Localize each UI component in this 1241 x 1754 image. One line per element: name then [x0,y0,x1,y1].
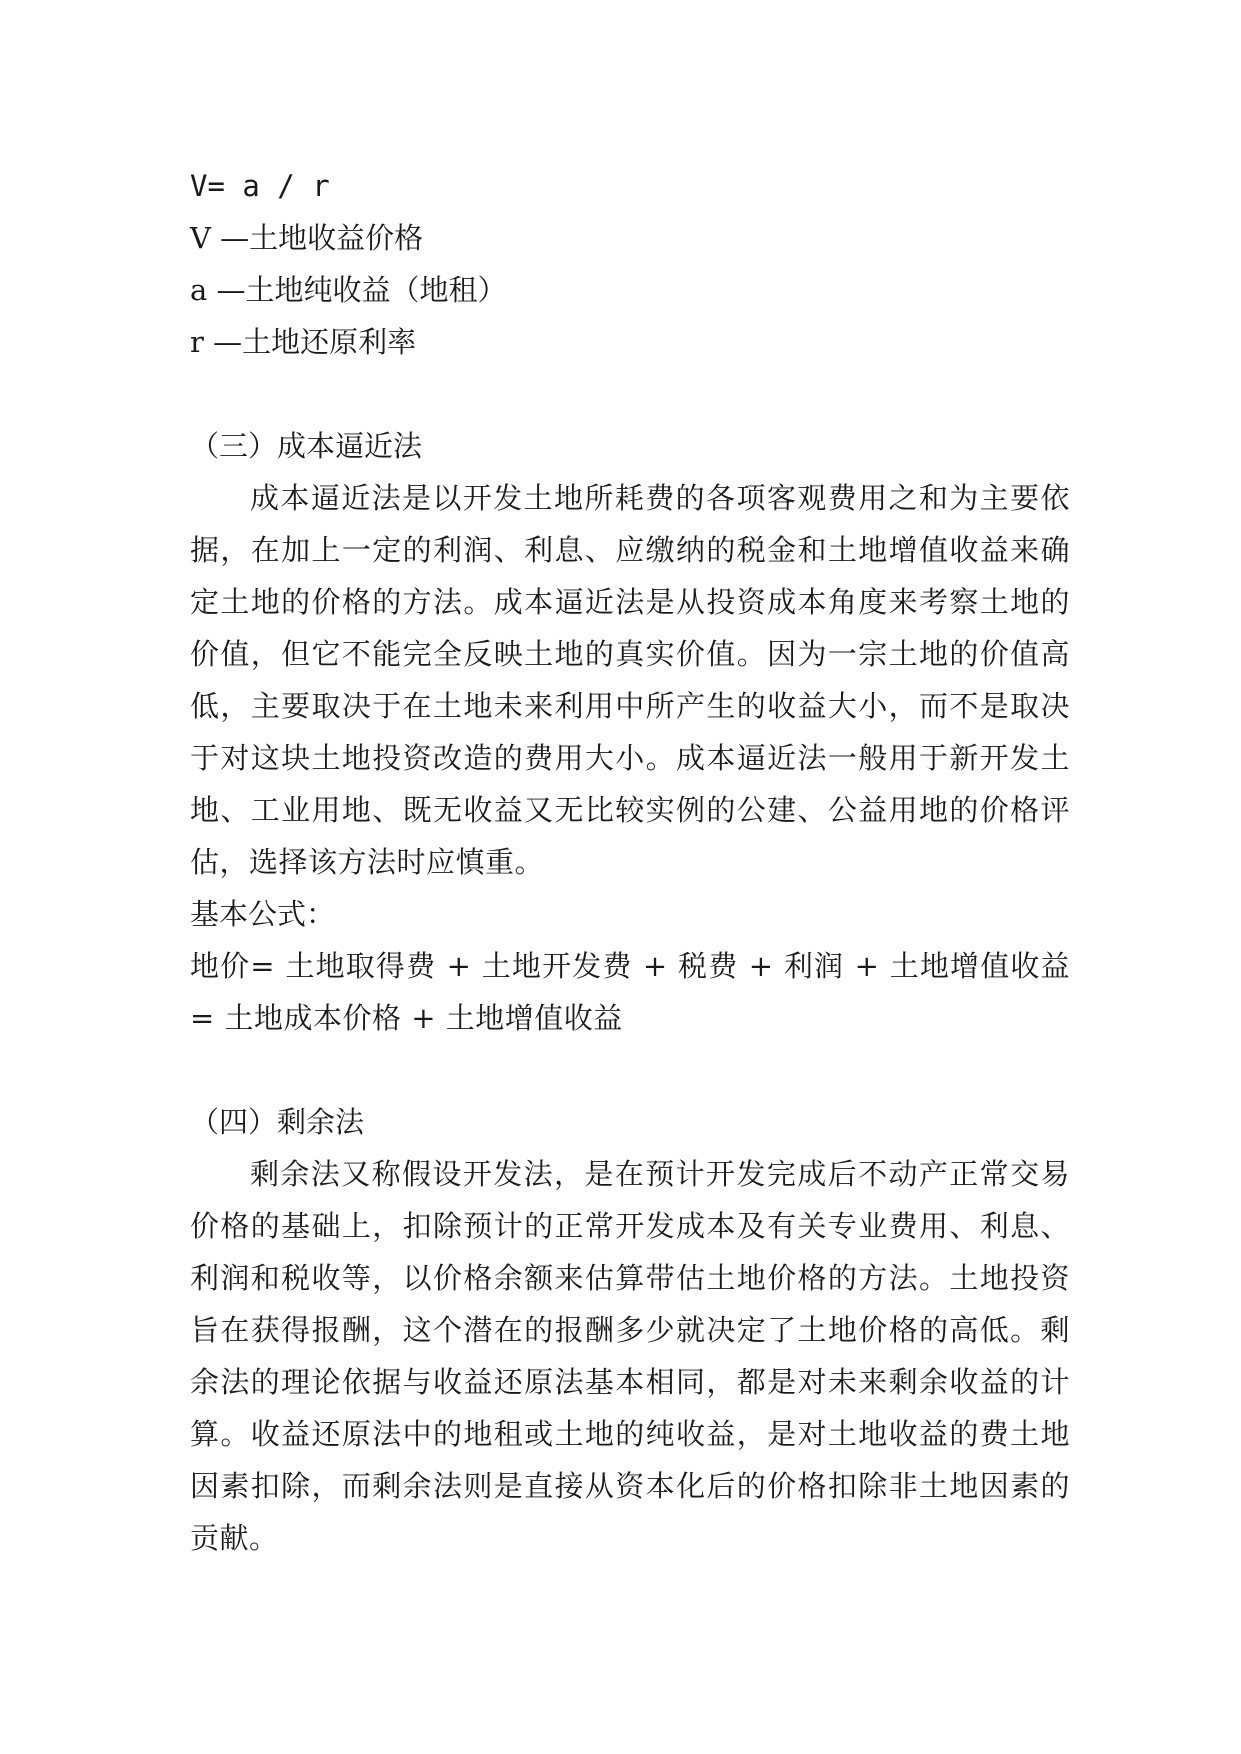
section-3-formula-label: 基本公式： [190,897,336,931]
section-3-heading: （三）成本逼近法 [190,429,423,463]
document-body [190,160,1070,1564]
section-4-heading: （四）剩余法 [190,1105,365,1139]
income-formula-equation: V= a / r [190,169,330,203]
section-3-formula: 地价= 土地取得费 + 土地开发费 + 税费 + 利润 + 土地增值收益 = 土地成本价格 + 土地增值收益 [190,949,1070,1035]
section-4-paragraph: 剩余法又称假设开发法，是在预计开发完成后不动产正常交易价格的基础上，扣除预计的正常开发成本及有关专业费用、利息、利润和税收等，以价格余额来估算带估土地价格的方法。土地投资旨在获得报酬，这个潜在的报酬多少就决定了土地价格的高低。剩余法的理论依据与收益还原法基本相同，都是对未来剩余收益的计算。收益还原法中的地租或土地的纯收益，是对土地收益的费土地因素扣除，而剩余法则是直接从资本化后的价格扣除非土地因素的贡献。 [190,1157,1070,1555]
income-formula-def-a: a —土地纯收益（地租） [190,273,507,307]
section-3-paragraph: 成本逼近法是以开发土地所耗费的各项客观费用之和为主要依据，在加上一定的利润、利息、应缴纳的税金和土地增值收益来确定土地的价格的方法。成本逼近法是从投资成本角度来考察土地的价值，但它不能完全反映土地的真实价值。因为一宗土地的价值高低，主要取决于在土地未来利用中所产生的收益大小，而不是取决于对这块土地投资改造的费用大小。成本逼近法一般用于新开发土地、工业用地、既无收益又无比较实例的公建、公益用地的价格评估，选择该方法时应慎重。 [190,481,1070,879]
spacer [190,368,1070,420]
income-formula-def-v: V —土地收益价格 [190,221,424,255]
spacer [190,1044,1070,1096]
income-formula-def-r: r —土地还原利率 [190,325,417,359]
